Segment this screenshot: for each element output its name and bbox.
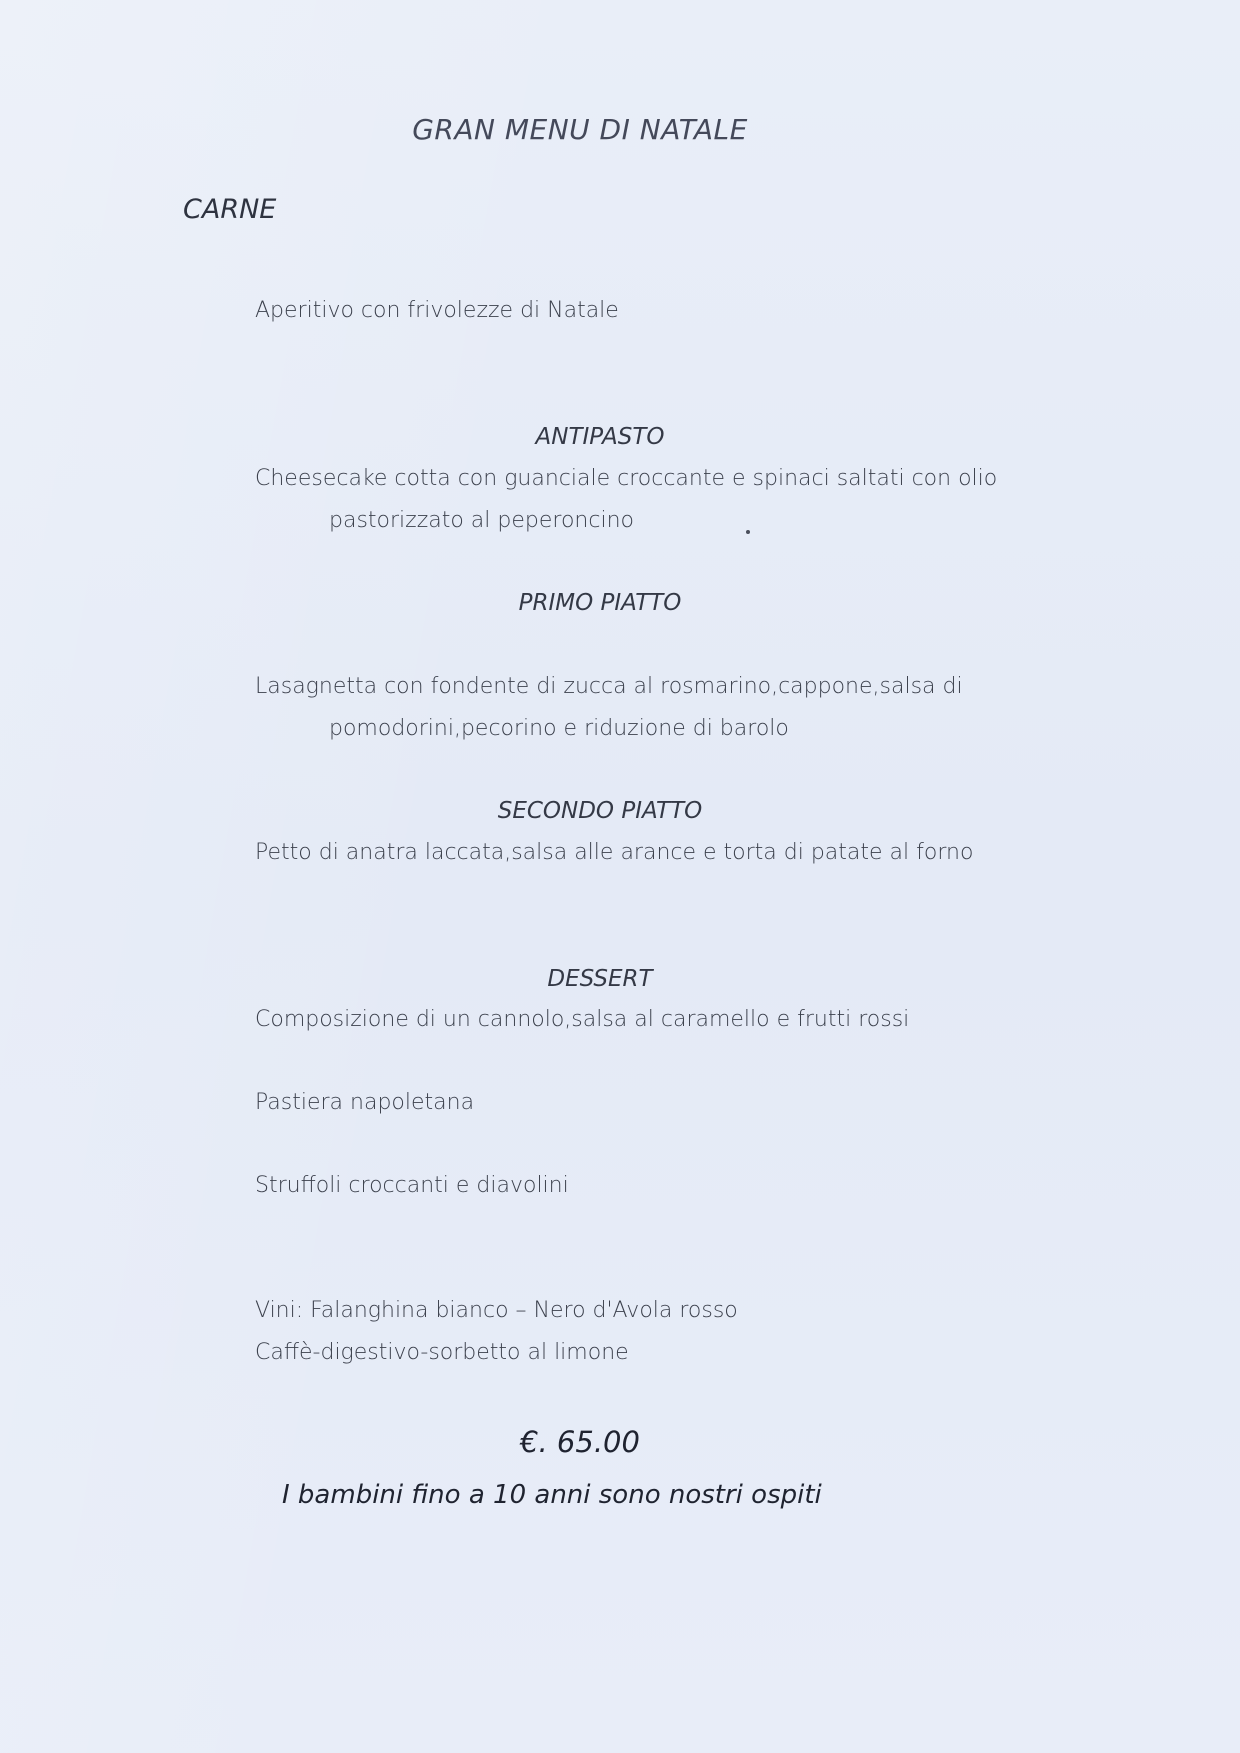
primo-heading: PRIMO PIATTO xyxy=(518,590,682,616)
menu-price: €. 65.00 xyxy=(520,1425,640,1459)
primo-line-2: pomodorini,pecorino e riduzione di barolo xyxy=(329,716,789,741)
dessert-item: Struffoli croccanti e diavolini xyxy=(255,1173,569,1198)
menu-category: CARNE xyxy=(183,194,277,225)
antipasto-heading: ANTIPASTO xyxy=(535,424,665,450)
secondo-heading: SECONDO PIATTO xyxy=(497,798,703,824)
coffee-line: Caffè-digestivo-sorbetto al limone xyxy=(255,1340,629,1365)
dessert-heading: DESSERT xyxy=(547,966,653,992)
aperitivo-item: Aperitivo con frivolezze di Natale xyxy=(255,298,619,323)
antipasto-line-1: Cheesecake cotta con guanciale croccante e spinaci saltati con olio xyxy=(255,466,998,491)
antipasto-line-2: pastorizzato al peperoncino xyxy=(329,508,634,533)
primo-line-1: Lasagnetta con fondente di zucca al rosmarino,cappone,salsa di xyxy=(255,674,963,699)
children-note: I bambini fino a 10 anni sono nostri ospiti xyxy=(282,1480,822,1510)
dessert-item: Composizione di un cannolo,salsa al caramello e frutti rossi xyxy=(255,1007,910,1032)
wines-line: Vini: Falanghina bianco – Nero d'Avola rosso xyxy=(255,1298,738,1323)
secondo-line-1: Petto di anatra laccata,salsa alle arance e torta di patate al forno xyxy=(255,840,974,865)
dessert-item: Pastiera napoletana xyxy=(255,1090,475,1115)
paper-speck xyxy=(746,530,750,534)
menu-title: GRAN MENU DI NATALE xyxy=(412,113,748,146)
